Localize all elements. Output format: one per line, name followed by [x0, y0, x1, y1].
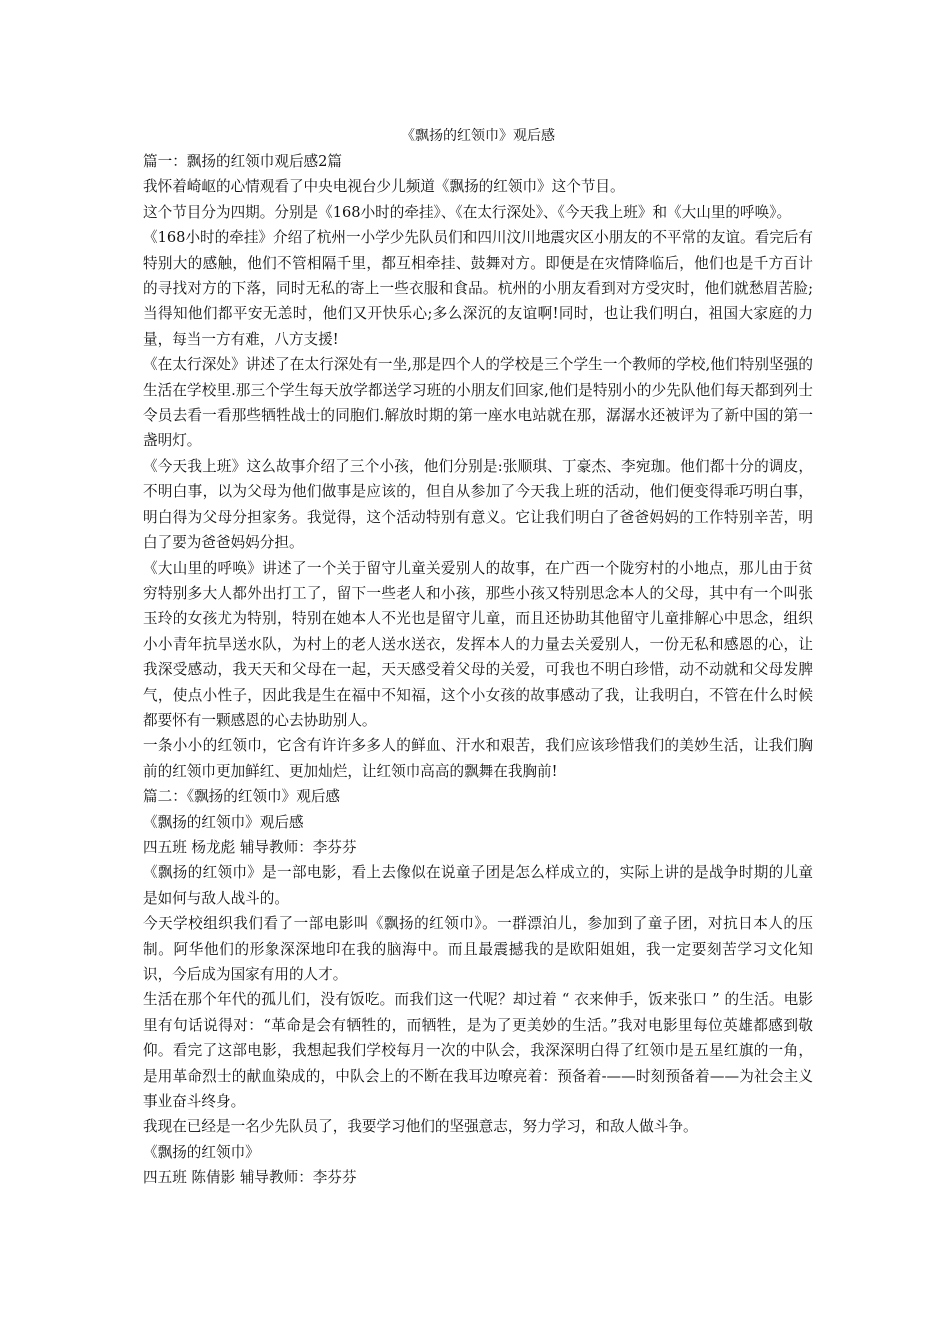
paragraph-red-scarf-conclusion: 一条小小的红领巾，它含有许许多多人的鲜血、汗水和艰苦，我们应该珍惜我们的美妙生活，让我们胸前的红领巾更加鲜红、更加灿烂，让红领巾高高的飘舞在我胸前! [143, 737, 813, 780]
paragraph-intro: 我怀着崎岖的心情观看了中央电视台少儿频道《飘扬的红领巾》这个节目。 [143, 178, 625, 196]
paragraph-movie-description: 《飘扬的红领巾》是一部电影，看上去像似在说童子团是怎么样成立的，实际上讲的是战争时期的儿童是如何与敌人战斗的。 [143, 864, 813, 907]
paragraph-essay-title-2: 《飘扬的红领巾》 [143, 1143, 260, 1161]
paragraph-168-hours: 《168小时的牵挂》介绍了杭州一小学少先队员们和四川汶川地震灾区小朋友的不平常的友谊。看完后有特别大的感触，他们不管相隔千里，都互相牵挂、鼓舞对方。即便是在灾情降临后，他们也是千方百计的寻找对方的下落，同时无私的寄上一些衣服和食品。杭州的小朋友看到对方受灾时，他们就愁眉苦脸;当得知他们都平安无恙时，他们又开快乐心;多么深沉的友谊啊!同时，也让我们明白，祖国大家庭的力量，每当一方有难，八方支援! [143, 229, 813, 348]
paragraph-taihang: 《在太行深处》讲述了在太行深处有一坐,那是四个人的学校是三个学生一个教师的学校,他们特别坚强的生活在学校里.那三个学生每天放学都送学习班的小朋友们回家,他们是特别小的少先队他们每天都到列士令员去看一看那些牺牲战士的同胞们.解放时期的第一座水电站就在那，潺潺水还被评为了新中国的第一盏明灯。 [143, 356, 813, 450]
paragraph-author-2: 四五班 陈倩影 辅导教师：李芬芬 [143, 1169, 357, 1187]
paragraph-section-one-heading: 篇一：飘扬的红领巾观后感2篇 [143, 153, 343, 170]
paragraph-essay-title-1: 《飘扬的红领巾》观后感 [143, 813, 304, 831]
paragraph-author-1: 四五班 杨龙彪 辅导教师：李芬芬 [143, 838, 357, 856]
paragraph-young-pioneer: 我现在已经是一名少先队员了，我要学习他们的坚强意志，努力学习，和敌人做斗争。 [143, 1118, 698, 1136]
document-body [143, 149, 813, 1191]
paragraph-work-today: 《今天我上班》这么故事介绍了三个小孩，他们分别是:张顺琪、丁豪杰、李宛珈。他们都十分的调皮，不明白事，以为父母为他们做事是应该的，但自从参加了今天我上班的活动，他们便变得乖巧明白事，明白得为父母分担家务。我觉得，这个活动特别有意义。它让我们明白了爸爸妈妈的工作特别辛苦，明白了要为爸爸妈妈分担。 [143, 457, 813, 552]
document-title: 《飘扬的红领巾》观后感 [401, 128, 555, 144]
paragraph-section-two-heading: 篇二：《飘扬的红领巾》观后感 [143, 788, 341, 806]
paragraph-mountain-call: 《大山里的呼唤》讲述了一个关于留守儿童关爱别人的故事，在广西一个陇穷村的小地点，那儿由于贫穷特别多大人都外出打工了，留下一些老人和小孩，那些小孩又特别思念本人的父母，其中有一个叫张玉玲的女孩尤为特别，特别在她本人不光也是留守儿童，而且还协助其他留守儿童排解心中思念，组织小小青年抗旱送水队，为村上的老人送水送衣，发挥本人的力量去关爱别人，一份无私和感恩的心，让我深受感动，我天天和父母在一起，天天感受着父母的关爱，可我也不明白珍惜，动不动就和父母发脾气，使点小性子，因此我是生在福中不知福，这个小女孩的故事感动了我，让我明白，不管在什么时候都要怀有一颗感恩的心去协助别人。 [143, 559, 813, 729]
paragraph-program-overview: 这个节目分为四期。分别是《168小时的牵挂》、《在太行深处》、《今天我上班》和《大山里的呼唤》。 [143, 203, 792, 221]
paragraph-orphans-life: 生活在那个年代的孤儿们，没有饭吃。而我们这一代呢？却过着 “ 衣来伸手，饭来张口 ” 的生活。电影里有句话说得对：“革命是会有牺牲的，而牺牲，是为了更美妙的生活。”我对电影里每位英雄都感到敬仰。看完了这部电影，我想起我们学校每月一次的中队会，我深深明白得了红领巾是五星红旗的一角，是用革命烈士的献血染成的，中队会上的不断在我耳边嘹亮着：预备着-——时刻预备着——为社会主义事业奋斗终身。 [143, 991, 813, 1111]
document-page [143, 126, 813, 1191]
paragraph-school-screening: 今天学校组织我们看了一部电影叫《飘扬的红领巾》。一群漂泊儿，参加到了童子团，对抗日本人的压制。阿华他们的形象深深地印在我的脑海中。而且最震撼我的是欧阳姐姐，我一定要刻苦学习文化知识，今后成为国家有用的人才。 [143, 915, 813, 983]
